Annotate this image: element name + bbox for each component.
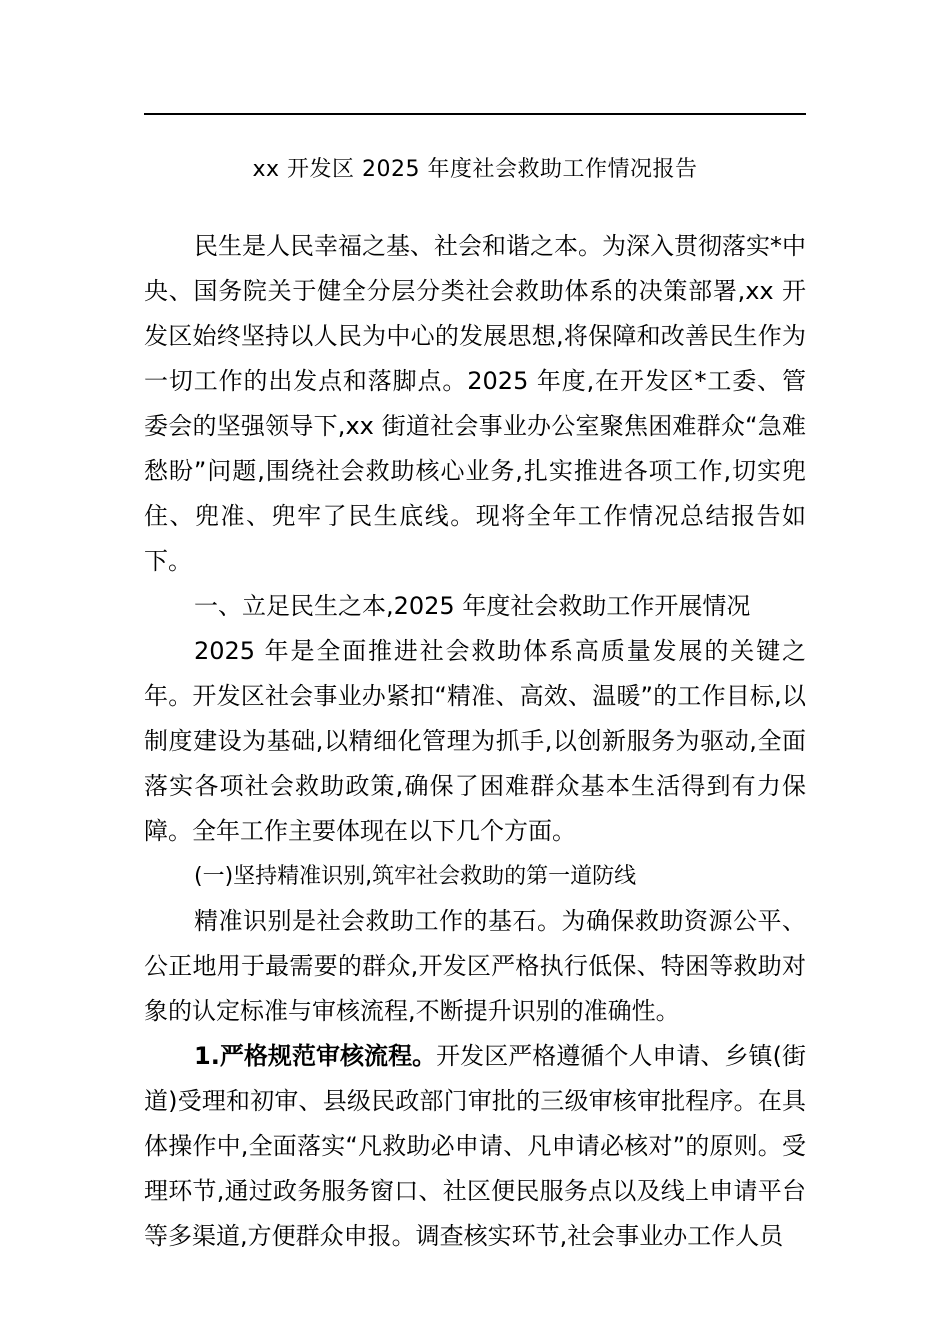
item-lead: 1.严格规范审核流程。 bbox=[194, 1042, 437, 1070]
subsection-paragraph: 精准识别是社会救助工作的基石。为确保救助资源公平、公正地用于最需要的群众,开发区严格执行低保、特困等救助对象的认定标准与审核流程,不断提升识别的准确性。 bbox=[144, 907, 806, 1025]
document-body bbox=[144, 224, 806, 1259]
section-paragraph: 2025 年是全面推进社会救助体系高质量发展的关键之年。开发区社会事业办紧扣“精准、高效、温暖”的工作目标,以制度建设为基础,以精细化管理为抓手,以创新服务为驱动,全面落实各项社会救助政策,确保了困难群众基本生活得到有力保障。全年工作主要体现在以下几个方面。 bbox=[144, 637, 806, 845]
section-heading: 一、立足民生之本,2025 年度社会救助工作开展情况 bbox=[194, 592, 751, 620]
intro-paragraph: 民生是人民幸福之基、社会和谐之本。为深入贯彻落实*中央、国务院关于健全分层分类社会救助体系的决策部署,xx 开发区始终坚持以人民为中心的发展思想,将保障和改善民生作为一切工作的出发点和落脚点。2025 年度,在开发区*工委、管委会的坚强领导下,xx 街道社会事业办公室聚焦困难群众“急难愁盼”问题,围绕社会救助核心业务,扎实推进各项工作,切实兜住、兜准、兜牢了民生底线。现将全年工作情况总结报告如下。 bbox=[144, 232, 806, 575]
header-rule bbox=[144, 113, 806, 115]
item-paragraph bbox=[144, 1034, 806, 1259]
document-title: xx 开发区 2025 年度社会救助工作情况报告 bbox=[252, 157, 698, 182]
subsection-heading: (一)坚持精准识别,筑牢社会救助的第一道防线 bbox=[194, 864, 637, 889]
item-text: 开发区严格遵循个人申请、乡镇(街道)受理和初审、县级民政部门审批的三级审核审批程序。在具体操作中,全面落实“凡救助必申请、凡申请必核对”的原则。受理环节,通过政务服务窗口、社区便民服务点以及线上申请平台等多渠道,方便群众申报。调查核实环节,社会事业办工作人员 bbox=[144, 1042, 806, 1250]
